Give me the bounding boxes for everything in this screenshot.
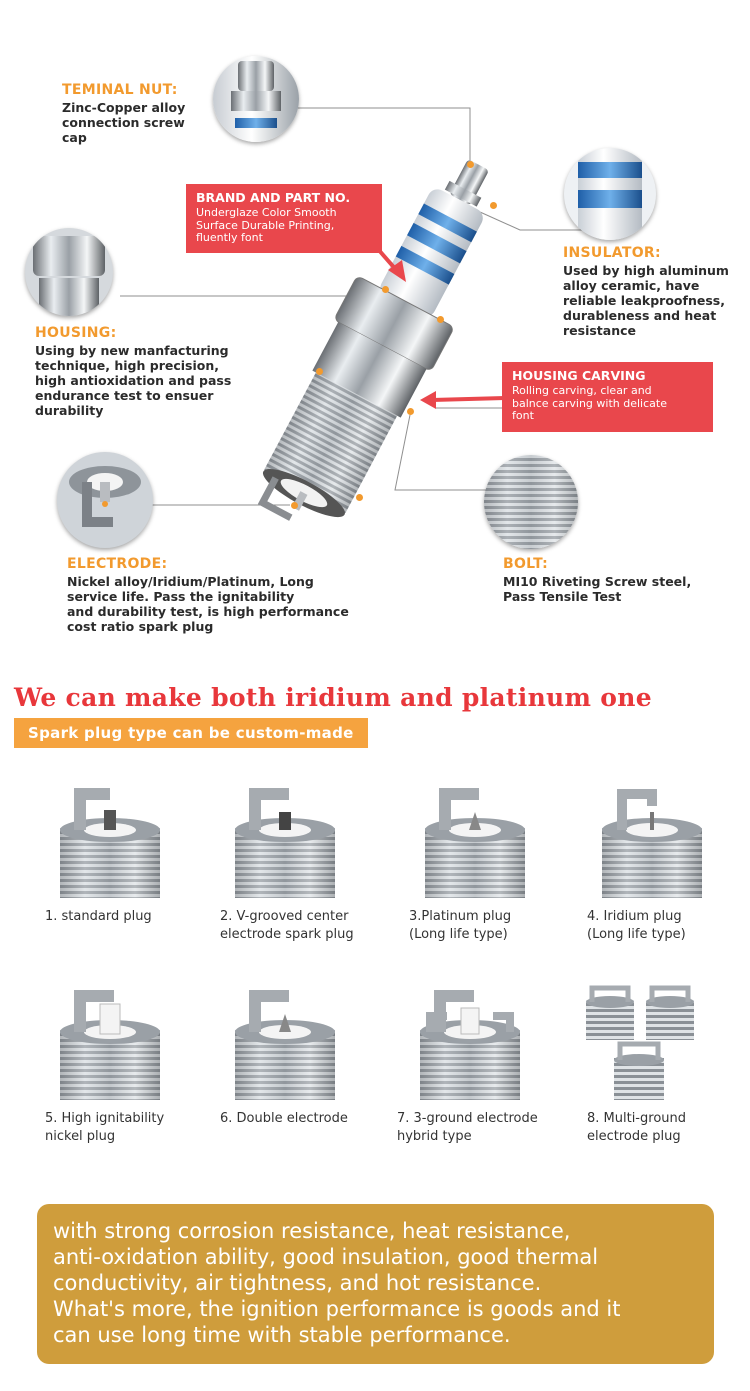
plug-image — [215, 780, 345, 898]
plug-caption: 7. 3-ground electrode hybrid type — [397, 1111, 538, 1144]
plug-types-grid — [0, 770, 750, 1190]
plug-item — [405, 780, 555, 944]
plug-caption: 4. Iridium plug (Long life type) — [587, 909, 686, 942]
plug-image — [405, 780, 535, 898]
bolt-title: BOLT: — [503, 556, 549, 572]
terminal-nut-text: Zinc-Copper alloy connection screw cap — [62, 100, 186, 145]
housing-carving-callout — [502, 362, 713, 432]
plug-item — [215, 780, 375, 944]
electrode-detail-image — [57, 452, 153, 548]
plug-caption: 5. High ignitability nickel plug — [45, 1111, 165, 1144]
housing-carving-text: Rolling carving, clear and balnce carving with delicate font — [512, 384, 667, 422]
headline: We can make both iridium and platinum one — [14, 683, 652, 712]
plug-image — [40, 780, 170, 898]
plug-item — [215, 982, 375, 1128]
terminal-nut-callout — [62, 82, 222, 145]
brand-part-text: Underglaze Color Smooth Surface Durable Printing, fluently font — [196, 206, 337, 244]
plug-item — [395, 982, 565, 1146]
plug-image — [40, 982, 170, 1100]
housing-callout — [35, 325, 265, 418]
electrode-callout — [67, 556, 367, 634]
electrode-title: ELECTRODE: — [67, 556, 168, 572]
terminal-nut-title: TEMINAL NUT: — [62, 82, 178, 98]
housing-title: HOUSING: — [35, 325, 117, 341]
plug-image — [582, 982, 702, 1100]
terminal-nut-detail-image — [213, 56, 299, 142]
insulator-title: INSULATOR: — [563, 245, 661, 261]
plug-caption: 6. Double electrode — [220, 1111, 348, 1126]
bolt-detail-image — [484, 455, 578, 549]
bolt-text: MI10 Riveting Screw steel, Pass Tensile Test — [503, 574, 692, 604]
plug-item — [582, 780, 732, 944]
brand-part-title: BRAND AND PART NO. — [196, 190, 351, 205]
plug-caption: 8. Multi-ground electrode plug — [587, 1111, 686, 1144]
plug-item — [582, 982, 732, 1146]
plug-caption: 1. standard plug — [45, 909, 152, 924]
insulator-callout — [563, 245, 743, 338]
bolt-callout — [503, 556, 733, 604]
plug-caption: 3.Platinum plug (Long life type) — [409, 909, 512, 942]
summary-text-box: with strong corrosion resistance, heat resistance, anti-oxidation ability, good insulation, good thermal conductivity, air tightness, and hot resistance. What's more, the ignition performance is goods and it can use long time with stable performance. — [37, 1204, 714, 1364]
plug-image — [395, 982, 535, 1100]
brand-part-callout — [186, 184, 382, 253]
spark-plug-diagram — [0, 0, 750, 650]
housing-text: Using by new manfacturing technique, high precision, high antioxidation and pass endurance test to ensuer durability — [35, 343, 232, 418]
plug-image — [582, 780, 712, 898]
insulator-text: Used by high aluminum alloy ceramic, have reliable leakproofness, durableness and heat resistance — [563, 263, 729, 338]
housing-detail-image — [25, 228, 113, 316]
housing-carving-title: HOUSING CARVING — [512, 368, 646, 383]
custom-made-badge: Spark plug type can be custom-made — [14, 718, 368, 748]
electrode-text: Nickel alloy/Iridium/Platinum, Long service life. Pass the ignitability and durability test, is high performance cost ratio spark plug — [67, 574, 349, 634]
plug-item — [40, 982, 190, 1146]
insulator-detail-image — [564, 148, 656, 240]
plug-image — [215, 982, 345, 1100]
plug-caption: 2. V-grooved center electrode spark plug — [220, 909, 354, 942]
plug-item — [40, 780, 180, 926]
